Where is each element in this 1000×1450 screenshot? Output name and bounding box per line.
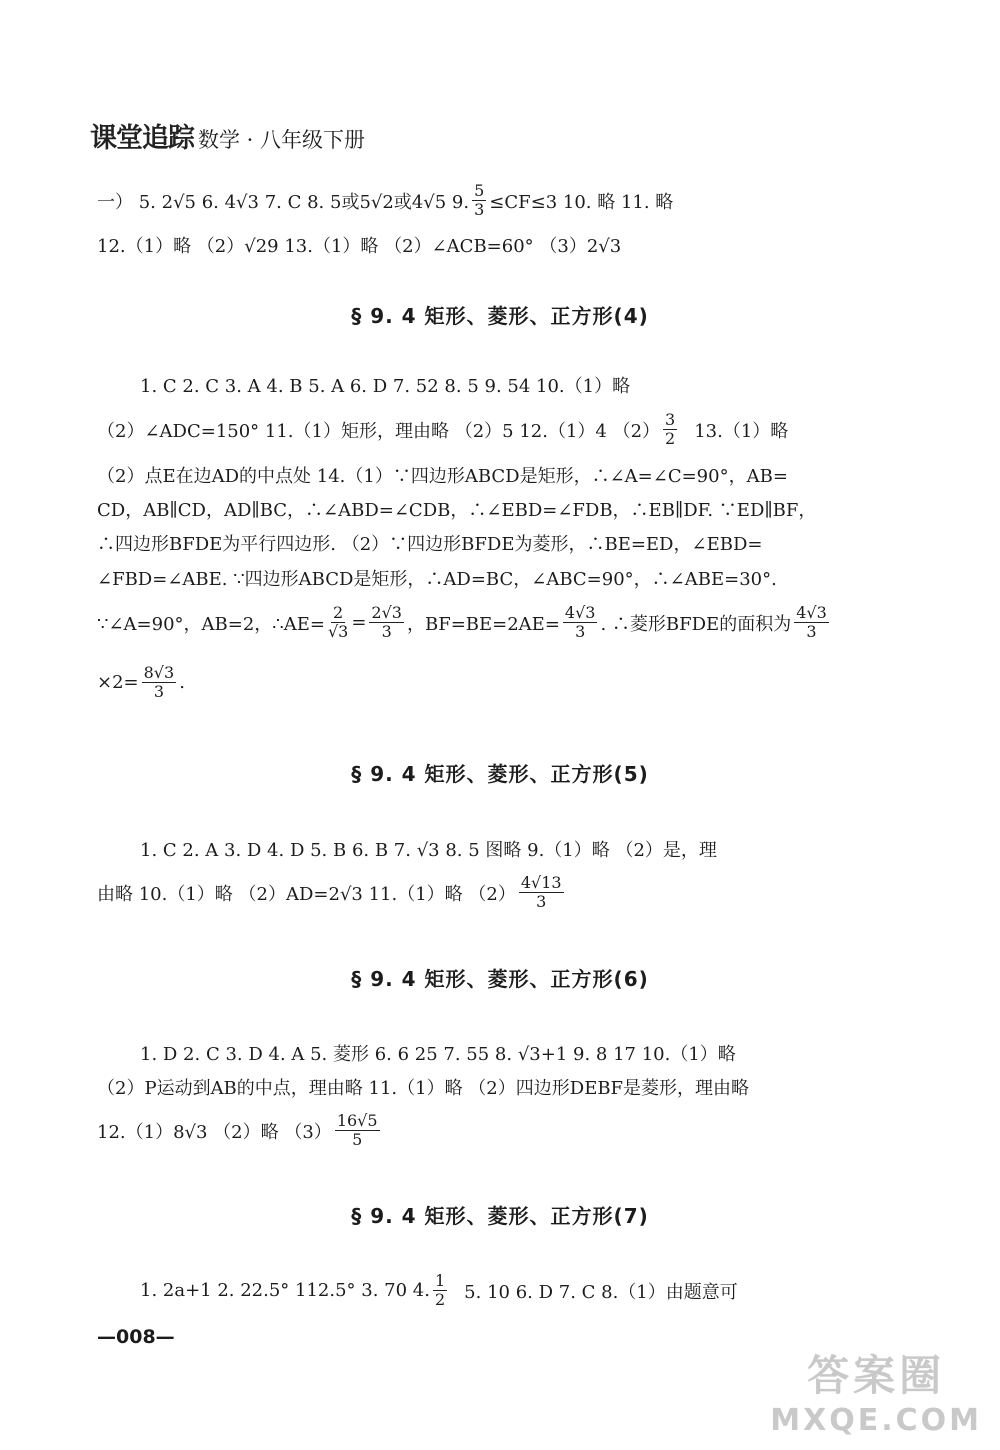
answer-line: 1. C 2. A 3. D 4. D 5. B 6. B 7. √3 8. 5 图略 9.（1）略 （2）是，理 bbox=[140, 840, 717, 861]
answer-line: （2）点E在边AD的中点处 14.（1）∵四边形ABCD是矩形，∴∠A=∠C=90°，AB= bbox=[97, 466, 788, 487]
fraction: $\frac{5}{3}$ bbox=[474, 181, 485, 220]
fraction: $\frac{1}{2}$ bbox=[434, 1271, 446, 1310]
answer-line: 由略 10.（1）略 （2）AD=2√3 11.（1）略 （2） $\frac{4√13}{3}$ bbox=[97, 873, 562, 912]
answer-line: CD，AB∥CD，AD∥BC，∴∠ABD=∠CDB，∴∠EBD=∠FDB，∴EB∥DF. ∵ED∥BF， bbox=[97, 500, 817, 521]
fraction: $\frac{2√3}{3}$ bbox=[371, 603, 402, 642]
answer-line: ×2= $\frac{8√3}{3}$ . bbox=[97, 663, 185, 702]
section-title: § 9. 4 矩形、菱形、正方形(5) bbox=[351, 762, 649, 786]
fraction: $\frac{3}{2}$ bbox=[665, 410, 676, 449]
watermark-logo: 答案圈 MXQE.COM bbox=[770, 1351, 982, 1438]
book-logo: 课堂追踪 bbox=[90, 123, 194, 154]
answer-line: （2）P运动到AB的中点，理由略 11.（1）略 （2）四边形DEBF是菱形，理由略 bbox=[97, 1078, 750, 1099]
answer-line: 1. C 2. C 3. A 4. B 5. A 6. D 7. 52 8. 5 9. 54 10.（1）略 bbox=[140, 376, 631, 397]
section-title: § 9. 4 矩形、菱形、正方形(4) bbox=[351, 304, 649, 328]
answer-line: 12.（1）8√3 （2）略 （3） $\frac{16√5}{5}$ bbox=[97, 1111, 378, 1150]
fraction: $\frac{4√3}{3}$ bbox=[796, 603, 827, 642]
answer-line: ∵∠A=90°，AB=2，∴AE= $\frac{2}{√3}$ = $\frac{2√3}{3}$ ，BF=BE=2AE= $\frac{4√3}{3}$ . ∴菱形BFDE的面积为 $\frac{4√3}{3}$ bbox=[97, 603, 827, 642]
answer-line: 12.（1）略 （2）√29 13.（1）略 （2）∠ACB=60° （3）2√3 bbox=[97, 236, 622, 257]
page-number: —008— bbox=[97, 1326, 175, 1348]
fraction: $\frac{4√3}{3}$ bbox=[564, 603, 596, 642]
fraction: $\frac{2}{√3}$ bbox=[327, 603, 349, 642]
fraction: $\frac{8√3}{3}$ bbox=[143, 663, 175, 702]
answer-line: 1. 2a+1 2. 22.5° 112.5° 3. 70 4. $\frac{1}{2}$ 5. 10 6. D 7. C 8.（1）由题意可 bbox=[140, 1271, 738, 1310]
answer-line: （2）∠ADC=150° 11.（1）矩形，理由略 （2）5 12.（1）4 （2） $\frac{3}{2}$ 13.（1）略 bbox=[97, 410, 789, 449]
fraction: $\frac{16√5}{5}$ bbox=[336, 1111, 378, 1150]
section-title: § 9. 4 矩形、菱形、正方形(7) bbox=[351, 1204, 649, 1228]
answer-line: ∠FBD=∠ABE. ∵四边形ABCD是矩形，∴AD=BC，∠ABC=90°，∴∠ABE=30°. bbox=[97, 569, 777, 590]
answer-line: 1. D 2. C 3. D 4. A 5. 菱形 6. 6 25 7. 55 8. √3+1 9. 8 17 10.（1）略 bbox=[140, 1044, 736, 1065]
section-title: § 9. 4 矩形、菱形、正方形(6) bbox=[351, 967, 649, 991]
book-subtitle: 数学 · 八年级下册 bbox=[198, 128, 366, 152]
fraction: $\frac{4√13}{3}$ bbox=[520, 873, 562, 912]
answer-line: 一） 5. 2√5 6. 4√3 7. C 8. 5或5√2或4√5 9. $\frac{5}{3}$ ≤CF≤3 10. 略 11. 略 bbox=[97, 181, 674, 220]
page-header bbox=[90, 116, 365, 155]
answer-line: ∴四边形BFDE为平行四边形. （2）∵四边形BFDE为菱形，∴BE=ED，∠EBD= bbox=[97, 534, 763, 555]
